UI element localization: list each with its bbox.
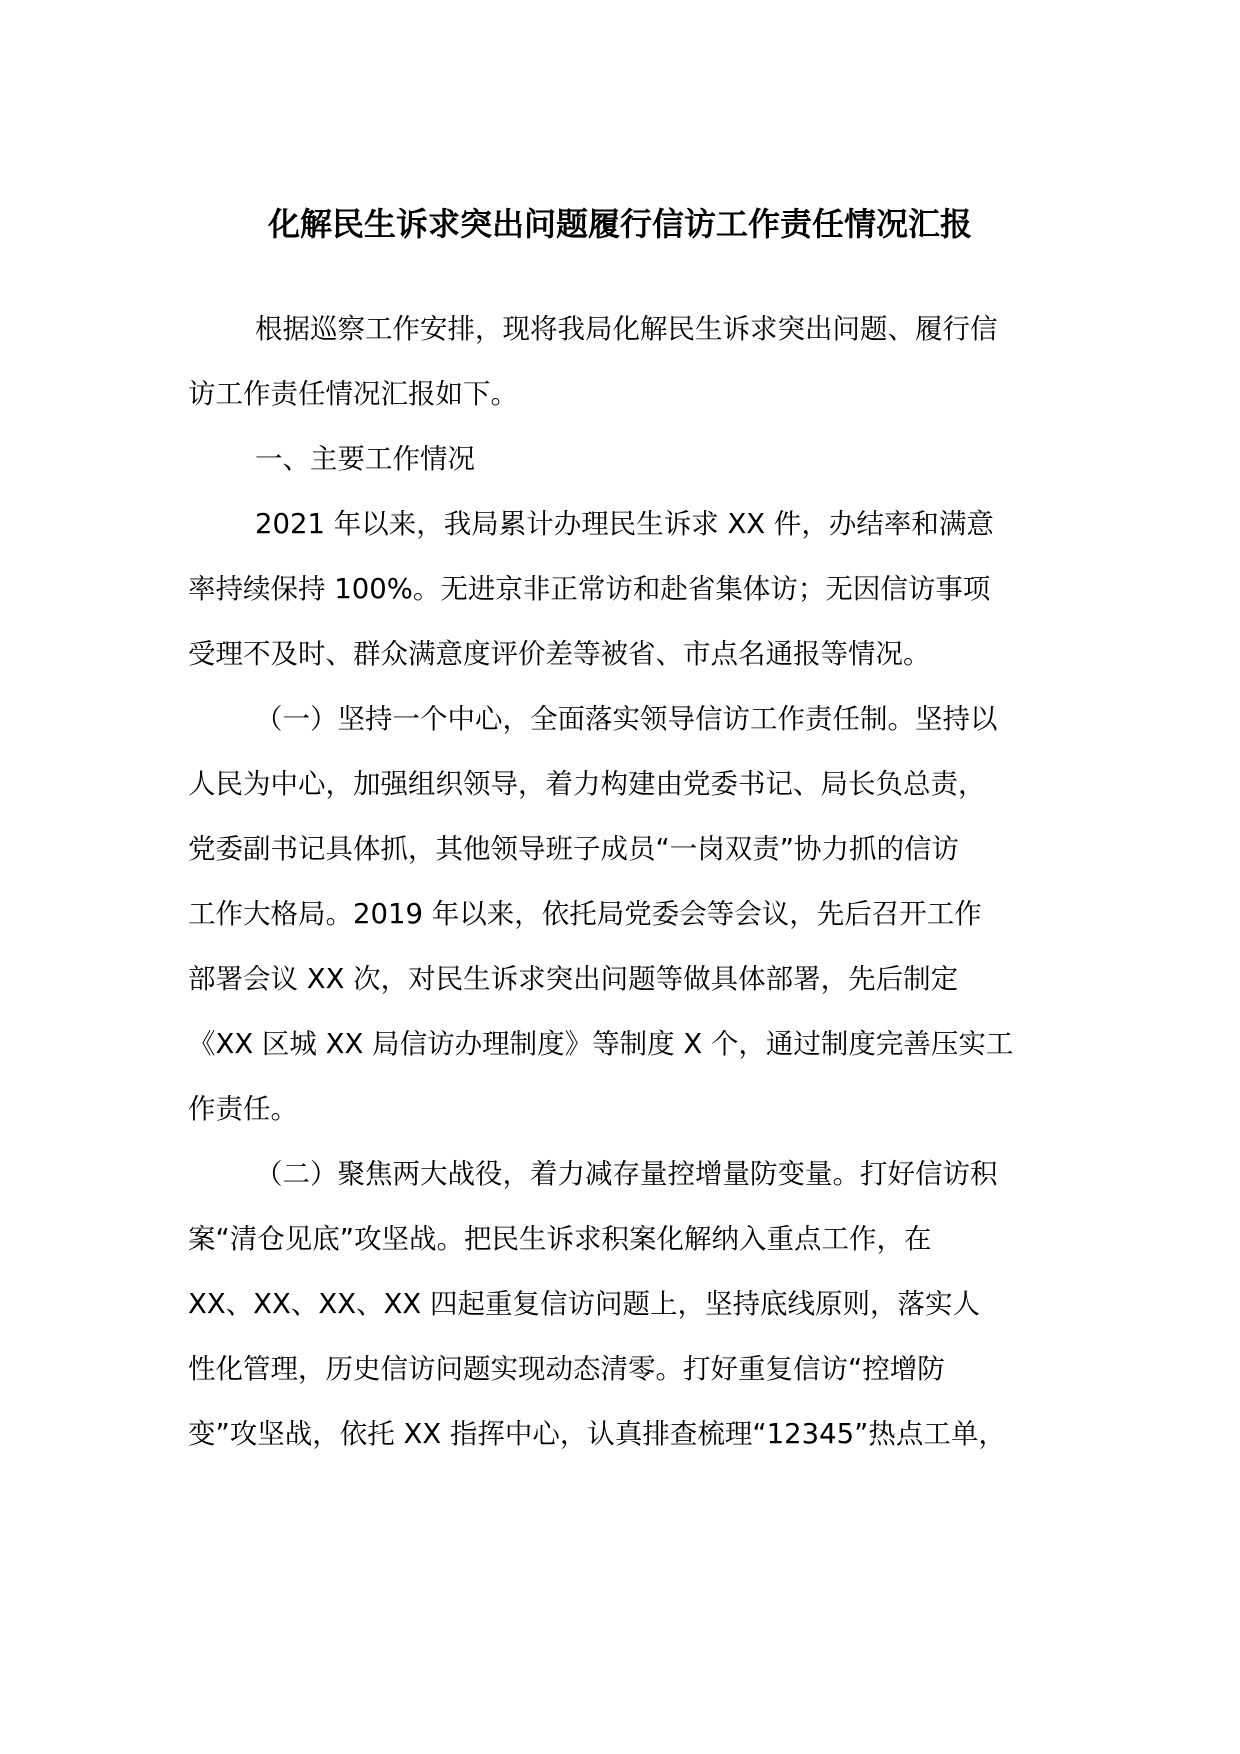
paragraph-line: 部署会议 XX 次，对民生诉求突出问题等做具体部署，先后制定 [188,963,959,995]
paragraph-line: 率持续保持 100%。无进京非正常访和赴省集体访；无因信访事项 [188,573,991,605]
paragraph-line: 受理不及时、群众满意度评价差等被省、市点名通报等情况。 [188,638,931,670]
paragraph-line: 《XX 区城 XX 局信访办理制度》等制度 X 个，通过制度完善压实工 [188,1028,1014,1060]
paragraph-line: 作责任。 [188,1093,298,1125]
paragraph-line: 2021 年以来，我局累计办理民生诉求 XX 件，办结率和满意 [255,508,994,540]
paragraph-line: （二）聚焦两大战役，着力减存量控增量防变量。打好信访积 [255,1158,998,1190]
paragraph-line: 案“清仓见底”攻坚战。把民生诉求积案化解纳入重点工作，在 [188,1223,932,1255]
paragraph-line: 访工作责任情况汇报如下。 [188,378,518,410]
document-title: 化解民生诉求突出问题履行信访工作责任情况汇报 [267,205,972,243]
section-heading: 一、主要工作情况 [255,443,475,475]
paragraph-line: 人民为中心，加强组织领导，着力构建由党委书记、局长负总责， [188,768,986,800]
paragraph-line: 变”攻坚战，依托 XX 指挥中心，认真排查梳理“12345”热点工单， [188,1418,1006,1450]
paragraph-line: 根据巡察工作安排，现将我局化解民生诉求突出问题、履行信 [255,313,998,345]
paragraph-line: XX、XX、XX、XX 四起重复信访问题上，坚持底线原则，落实人 [188,1288,980,1320]
paragraph-line: （一）坚持一个中心，全面落实领导信访工作责任制。坚持以 [255,703,998,735]
paragraph-line: 党委副书记具体抓，其他领导班子成员“一岗双责”协力抓的信访 [188,833,959,865]
paragraph-line: 性化管理，历史信访问题实现动态清零。打好重复信访“控增防 [188,1353,945,1385]
paragraph-line: 工作大格局。2019 年以来，依托局党委会等会议，先后召开工作 [188,898,982,930]
